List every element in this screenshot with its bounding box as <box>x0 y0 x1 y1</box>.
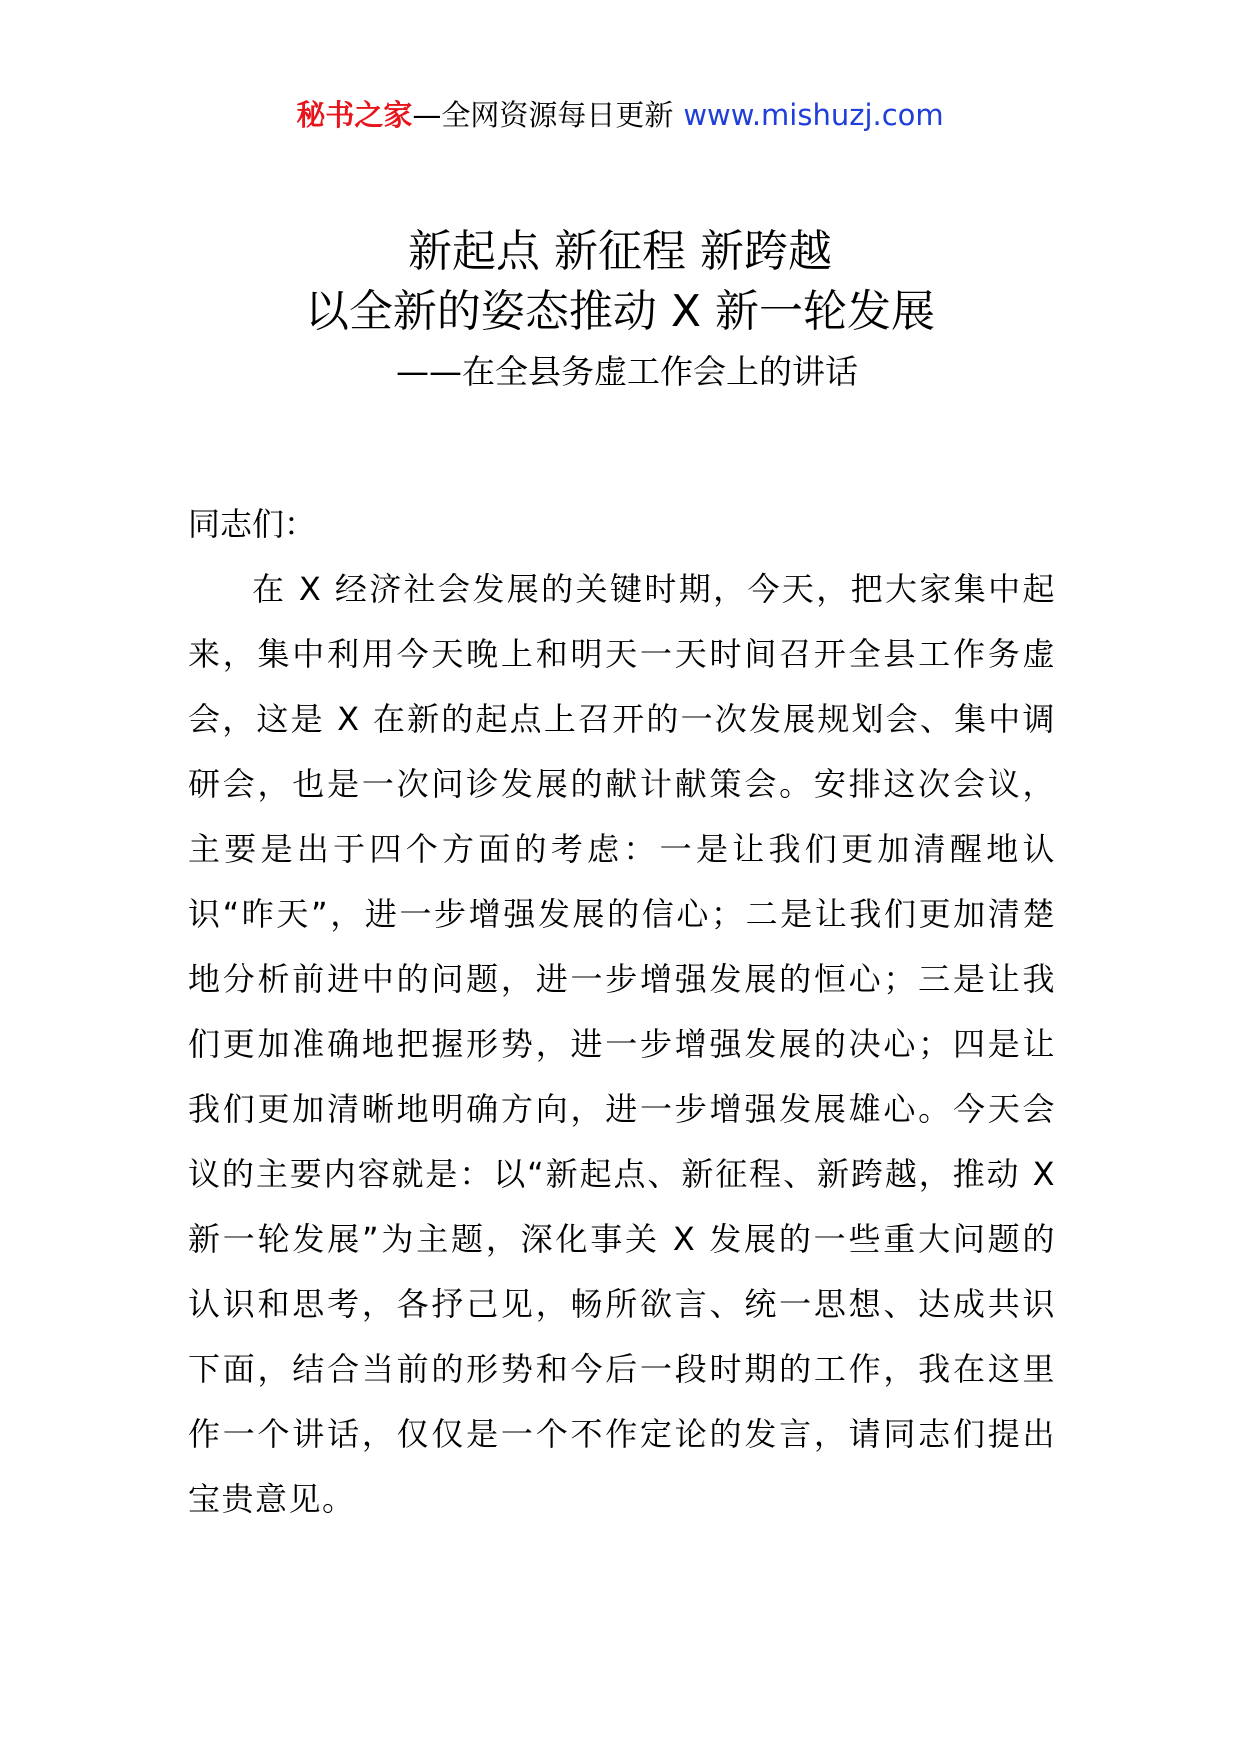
document-title-line-2: 以全新的姿态推动 X 新一轮发展 <box>304 286 936 337</box>
site-brand: 秘书之家 <box>296 98 413 132</box>
document-body <box>188 492 1056 1532</box>
document-title-block <box>0 222 1240 396</box>
document-subtitle: ——在全县务虚工作会上的讲话 <box>396 352 858 391</box>
salutation: 同志们： <box>188 505 317 543</box>
body-paragraph: 在 X 经济社会发展的关键时期，今天，把大家集中起来，集中利用今天晚上和明天一天时间召开全县工作务虚会，这是 X 在新的起点上召开的一次发展规划会、集中调研会，也是一次问诊发展的献计献策会。安排这次会议，主要是出于四个方面的考虑：一是让我们更加清醒地认识“昨天”，进一步增强发展的信心；二是让我们更加清楚地分析前进中的问题，进一步增强发展的恒心；三是让我们更加准确地把握形势，进一步增强发展的决心；四是让我们更加清晰地明确方向，进一步增强发展雄心。今天会议的主要内容就是：以“新起点、新征程、新跨越，推动 X 新一轮发展”为主题，深化事关 X 发展的一些重大问题的认识和思考，各抒己见，畅所欲言、统一思想、达成共识下面，结合当前的形势和今后一段时期的工作，我在这里作一个讲话，仅仅是一个不作定论的发言，请同志们提出宝贵意见。 <box>188 570 1056 1518</box>
site-url-link[interactable]: www.mishuzj.com <box>683 98 944 132</box>
document-title-line-1: 新起点 新征程 新跨越 <box>408 226 832 277</box>
site-tagline: —全网资源每日更新 <box>412 98 674 132</box>
site-header <box>0 95 1240 135</box>
